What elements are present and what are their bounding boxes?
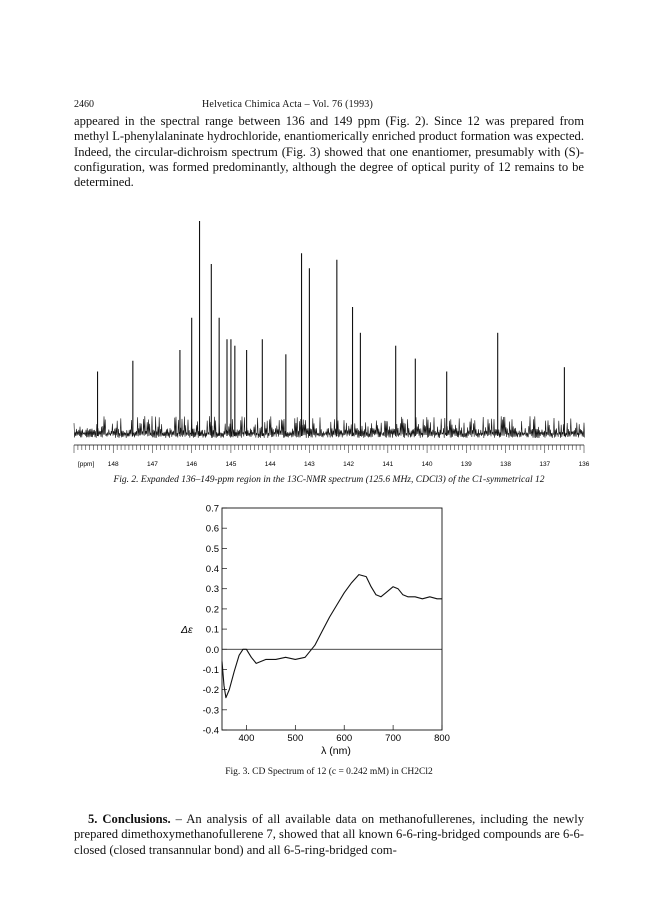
nmr-tick-label: 144 (264, 461, 276, 468)
cd-plot-frame (222, 508, 442, 730)
page-number: 2460 (74, 99, 94, 110)
cd-x-tick-label: 400 (238, 733, 255, 744)
figure-3-caption: Fig. 3. CD Spectrum of 12 (c = 0.242 mM) in CH2Cl2 (225, 767, 433, 777)
cd-y-tick-label: -0.2 (202, 685, 219, 697)
figure-2-caption: Fig. 2. Expanded 136–149-ppm region in the 13C-NMR spectrum (125.6 MHz, CDCl3) of the C1-symmetrical 12 (113, 475, 545, 485)
cd-y-axis-label: Δε (181, 624, 193, 637)
nmr-tick-label: 140 (421, 461, 433, 468)
nmr-tick-label: 143 (303, 461, 315, 468)
cd-x-axis-label: λ (nm) (321, 745, 351, 757)
cd-y-tick-label: 0.0 (205, 644, 219, 656)
cd-x-tick-label: 700 (385, 733, 402, 744)
body-paragraph-2 (74, 812, 584, 858)
nmr-tick-label: 136 (578, 461, 590, 468)
body-paragraph-1: appeared in the spectral range between 136 and 149 ppm (Fig. 2). Since 12 was prepared from methyl L-phenylalaninate hydrochloride, enantiomerically enriched product formation was expected. Indeed, the circular-dichroism spectrum (Fig. 3) showed that one enantiomer, presumably with (S)-configuration, was formed predominantly, although the degree of optical purity of 12 remains to be determined. (74, 114, 584, 190)
cd-x-tick-label: 600 (336, 733, 353, 744)
nmr-tick-label: 147 (147, 461, 158, 468)
cd-x-tick-label: 500 (287, 733, 304, 744)
nmr-axis-unit: [ppm] (78, 461, 95, 468)
nmr-tick-label: 141 (382, 461, 394, 468)
nmr-tick-label: 138 (500, 461, 511, 468)
cd-y-tick-label: -0.4 (202, 725, 219, 737)
cd-spectrum-figure (74, 498, 584, 763)
cd-y-tick-label: 0.2 (205, 604, 219, 616)
section-heading: 5. Conclusions. (88, 812, 171, 826)
nmr-tick-label: 139 (460, 461, 472, 468)
nmr-baseline-noise (74, 416, 585, 438)
cd-y-tick-label: 0.5 (205, 543, 219, 555)
running-title: Helvetica Chimica Acta – Vol. 76 (1993) (202, 99, 374, 110)
nmr-tick-label: 137 (539, 461, 551, 468)
nmr-tick-label: 146 (186, 461, 198, 468)
cd-x-tick-label: 800 (434, 733, 450, 744)
nmr-tick-label: 142 (343, 461, 355, 468)
cd-y-tick-label: 0.6 (205, 523, 219, 535)
nmr-spectrum-figure (74, 208, 590, 470)
cd-curve (222, 575, 442, 698)
cd-y-tick-label: 0.4 (205, 564, 219, 576)
cd-y-tick-label: 0.7 (205, 503, 219, 515)
nmr-tick-label: 145 (225, 461, 237, 468)
cd-y-tick-label: -0.1 (202, 664, 219, 676)
cd-y-tick-label: 0.3 (205, 584, 219, 596)
body-paragraph-2-text: – An analysis of all available data on methanofullerenes, including the newly prepared dimethoxymethanofullerene 7, showed that all known 6-6-ring-bridged compounds are 6-6-closed (closed transannular bond) and all 6-5-ring-bridged com- (74, 812, 584, 857)
nmr-tick-label: 148 (107, 461, 119, 468)
cd-y-tick-label: -0.3 (202, 705, 219, 717)
cd-y-tick-label: 0.1 (205, 624, 219, 636)
